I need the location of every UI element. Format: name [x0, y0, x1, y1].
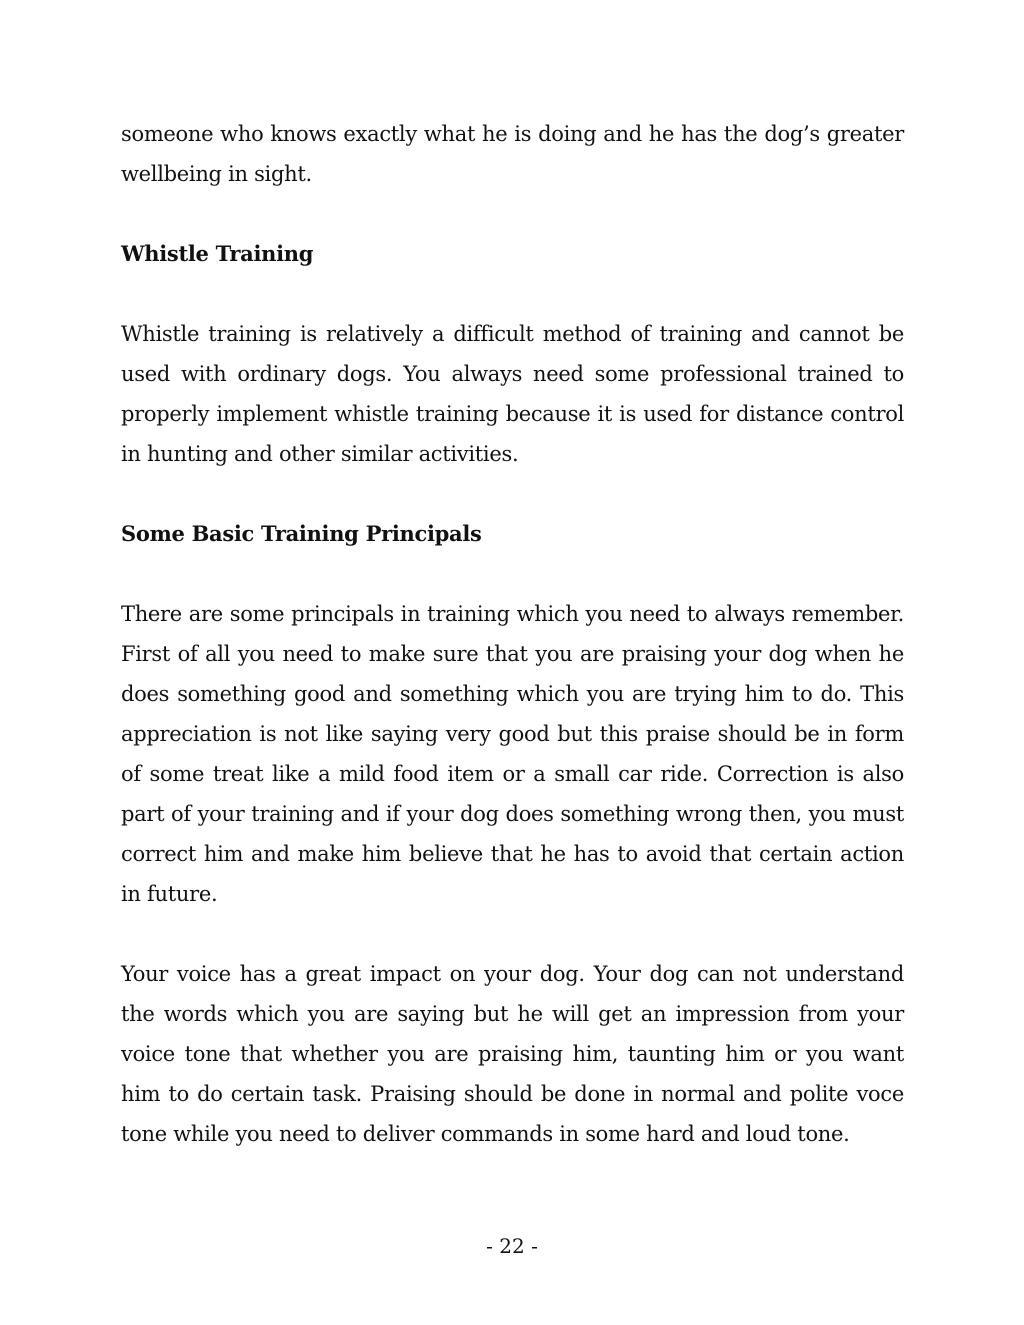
- section-heading-whistle-training: Whistle Training: [121, 241, 314, 266]
- spacer: [121, 554, 904, 594]
- intro-paragraph: someone who knows exactly what he is doing and he has the dog’s greater wellbeing in sight.: [121, 122, 904, 186]
- spacer: [121, 274, 904, 314]
- voice-paragraph: Your voice has a great impact on your dog. Your dog can not understand the words which you are saying but he will get an impression from your voice tone that whether you are praising him, taunting him or you want him to do certain task. Praising should be done in normal and polite voce tone while you need to deliver commands in some hard and loud tone.: [121, 962, 904, 1146]
- spacer: [121, 474, 904, 514]
- page-body: [121, 114, 904, 1154]
- page-number: - 22 -: [486, 1234, 538, 1258]
- whistle-training-paragraph: Whistle training is relatively a difficult method of training and cannot be used with ordinary dogs. You always need some professional trained to properly implement whistle training because it is used for distance control in hunting and other similar activities.: [121, 322, 904, 466]
- spacer: [121, 194, 904, 234]
- principals-paragraph: There are some principals in training which you need to always remember. First of all you need to make sure that you are praising your dog when he does something good and something which you are trying him to do. This appreciation is not like saying very good but this praise should be in form of some treat like a mild food item or a small car ride. Correction is also part of your training and if your dog does something wrong then, you must correct him and make him believe that he has to avoid that certain action in future.: [121, 602, 904, 906]
- spacer: [121, 914, 904, 954]
- section-heading-basic-training-principals: Some Basic Training Principals: [121, 521, 482, 546]
